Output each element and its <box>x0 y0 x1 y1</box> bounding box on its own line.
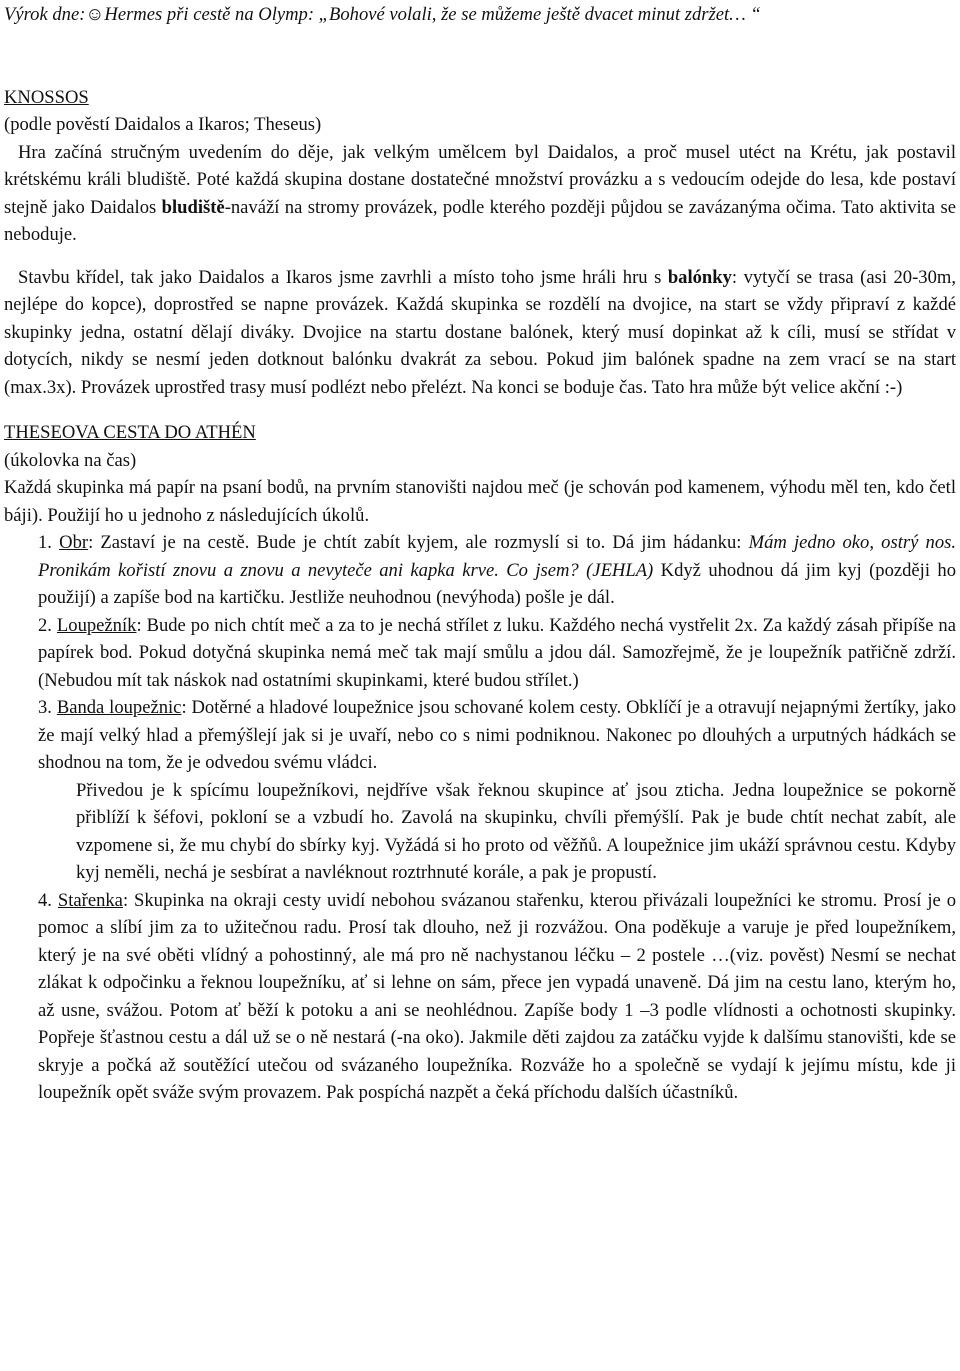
list-item-2 <box>38 612 956 695</box>
knossos-subtitle: (podle pověstí Daidalos a Ikaros; Theseus) <box>4 114 322 135</box>
smiley-icon: ☺ <box>85 4 105 25</box>
list-item-1-riddle: Mám jedno oko, ostrý nos. Pronikám kořistí znovu a znovu a nevyteče ani kapka krve. Co jsem? (JEHLA) <box>38 532 957 581</box>
knossos-paragraph-1 <box>4 139 956 249</box>
list-item-3 <box>38 694 956 777</box>
list-item-3-title: Banda loupežnic <box>56 697 182 718</box>
list-item-1 <box>38 529 956 612</box>
theseus-intro: Každá skupinka má papír na psaní bodů, na prvním stanovišti najdou meč (je schován pod kamenem, výhodu měl ten, kdo četl báji). Použijí ho u jednoho z následujících úkolů. <box>4 477 956 526</box>
list-item-2-text: : Bude po nich chtít meč a za to je nechá střílet z luku. Každého nechá vystřelit 2x. Za každý zásah připíše na papírek bod. Pokud dotyčná skupinka nemá meč tak mají smůlu a jdou dál. Samozřejmě, že je loupežník patřičně zdrží. (Nebudou mít tak náskok nad ostatními skupinkami, které budou střílet.) <box>38 614 956 691</box>
quote-text: Hermes při cestě na Olymp: „Bohové volali, že se můžeme ještě dvacet minut zdržet… “ <box>104 4 761 25</box>
document-page <box>4 0 956 1107</box>
list-item-3-continuation: Přivedou je k spícímu loupežníkovi, nejdříve však řeknou skupince ať jsou zticha. Jedna loupežnice se pokorně přiblíží k šéfovi, pokloní se a vzbudí ho. Zavolá na skupinku, chvíli přemýšlí. Pak je bude chtít nechat zabít, ale vzpomene si, že mu chybí do sbírky kyj. Vyžádá si ho proto od věžňů. A loupežnice jim ukáží správnou cestu. Kdyby kyj neměli, nechá je sesbírat a navléknout roztrhnuté korále, a pak je propustí. <box>76 779 956 883</box>
list-item-3-text: : Dotěrné a hladové loupežnice jsou schované kolem cesty. Obklíčí je a otravují nejapnými žertíky, jako že mají velký hlad a přemýšlejí jak si je uvaří, nebo co s nimi podniknou. Nakonec po dlouhých a urputných hádkách se shodnou na tom, že je odvedou svému vládci. <box>38 697 957 773</box>
knossos-p2-bold: balónky <box>667 266 732 288</box>
knossos-heading-block <box>4 84 956 112</box>
list-item-4 <box>38 887 956 1107</box>
knossos-p1-text-a: Hra začíná stručným uvedením do děje, jak velkým umělcem byl Daidalos, a proč musel utéct na Krétu, jak postavil krétskému králi bludiště. Poté každá skupina dostane dostatečné množství provázku a s vedoucím odejde do lesa, kde postaví stejně jako Daidalos <box>4 141 956 218</box>
list-item-1-text-b: Když uhodnou dá jim kyj (později ho použijí) a zapíše bod na kartičku. Jestliže neuhodnou (nevýhoda) pošle je dál. <box>38 559 956 608</box>
list-item-4-number: 4. <box>38 889 52 911</box>
list-item-1-title: Obr <box>59 532 89 553</box>
theseus-heading-block <box>4 419 956 447</box>
list-item-3-number: 3. <box>38 697 52 718</box>
knossos-heading: KNOSSOS <box>4 86 89 108</box>
list-item-1-text-a: : Zastaví je na cestě. Bude je chtít zabít kyjem, ale rozmyslí si to. Dá jim hádanku: <box>88 532 749 553</box>
knossos-paragraph-2 <box>4 264 956 402</box>
list-item-2-number: 2. <box>38 614 52 636</box>
knossos-p2-text-a: Stavbu křídel, tak jako Daidalos a Ikaros jsme zavrhli a místo toho jsme hráli hru s <box>18 266 668 288</box>
list-item-4-title: Stařenka <box>57 889 123 911</box>
knossos-p2-text-b: : vytyčí se trasa (asi 20-30m, nejlépe do kopce), doprostřed se napne provázek. Každá skupinka se rozdělí na dvojice, na start se vždy připraví z každé skupinky jedna, ostatní dělají diváky. Dvojice na startu dostane balónek, který musí dopinkat až k cíli, musí se střídat v dotycích, nikdy se nesmí jeden dotknout balónku dvakrát za sebou. Pokud jim balónek spadne na zem vrací se na start (max.3x). Provázek uprostřed trasy musí podlézt nebo přelézt. Na konci se boduje čas. Tato hra může být velice akční :-) <box>4 266 956 398</box>
quote-of-the-day <box>4 1 956 29</box>
knossos-p1-text-b: -naváží na stromy provázek, podle kterého později půjdou se zavázanýma očima. Tato aktivita se neboduje. <box>4 196 956 245</box>
theseus-heading: THESEOVA CESTA DO ATHÉN <box>4 422 256 443</box>
quote-label: Výrok dne: <box>4 4 86 25</box>
knossos-p1-bold: bludiště <box>161 196 225 218</box>
theseus-subtitle: (úkolovka na čas) <box>4 449 137 471</box>
list-item-2-title: Loupežník <box>56 614 137 636</box>
list-item-1-number: 1. <box>38 532 52 553</box>
list-item-4-text: : Skupinka na okraji cesty uvidí nebohou svázanou stařenku, kterou přivázali loupežníci ke stromu. Prosí je o pomoc a slíbí jim za to užitečnou radu. Prosí tak dlouho, než ji rozvážou. Ona poděkuje a varuje je před loupežníkem, který je na své oběti vlídný a pohostinný, ale má pro ně nachystanou léčku – 2 postele …(viz. pověst) Nesmí se nechat zlákat k odpočinku a řeknou loupežníku, ať si lehne on sám, přece jen vypadá unaveně. Dá jim na cestu lano, kterým ho, až usne, svážou. Potom ať běží k potoku a ani se neohlédnou. Zapíše body 1 –3 podle vlídnosti a ochotnosti skupinky. Popřeje šťastnou cestu a dál už se o ně nestará (-na oko). Jakmile děti zajdou za zatáčku vyjde k dalšímu stanovišti, kde se skryje a počká až soutěžící utečou od svázaného loupežníka. Rozváže ho a společně se vydají k jejímu místu, kde ji loupežník opět sváže svým provazem. Pak pospíchá nazpět a čeká příchodu dalších účastníků. <box>38 889 956 1103</box>
